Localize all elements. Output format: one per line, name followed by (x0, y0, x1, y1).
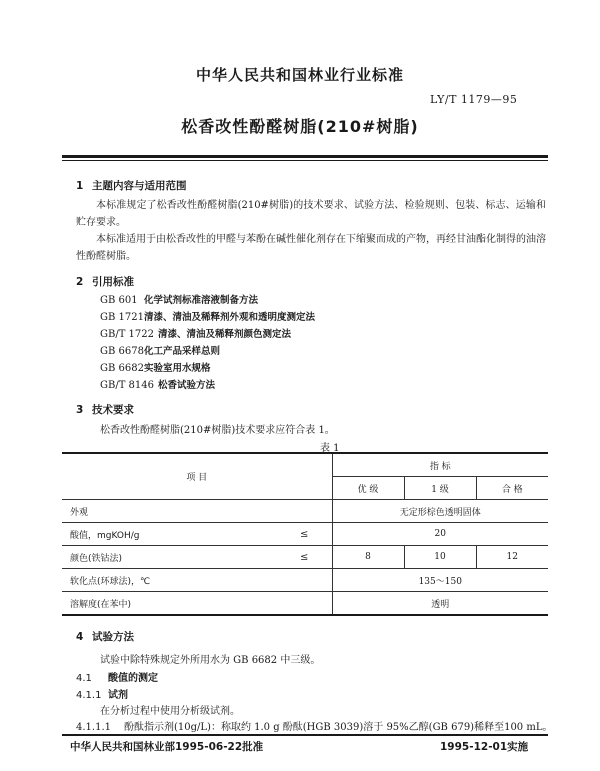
standard-code: LY/T 1179—95 (430, 93, 518, 106)
section-4-1-heading (76, 669, 158, 684)
header-index-cell: 指 标 (332, 453, 548, 477)
header-item-cell: 项 目 (62, 453, 332, 500)
section-4-1-number: 4.1 (76, 673, 92, 684)
section-4-number: 4 (76, 631, 84, 643)
footer-approval: 中华人民共和国林业部1995-06-22批准 (70, 741, 264, 753)
section-4-1-1-1-number: 4.1.1.1 (76, 722, 111, 733)
section-1-heading (76, 178, 187, 193)
row-value: 20 (332, 523, 548, 546)
row-value-first: 10 (404, 546, 476, 569)
reference-item: GB 6682实验室用水规格 (100, 363, 211, 374)
section-3-number: 3 (76, 404, 84, 416)
section-4-1-title: 酸值的测定 (108, 673, 158, 684)
table-row (62, 500, 548, 523)
section-4-1-1-1 (76, 718, 552, 733)
spec-table (62, 452, 548, 616)
row-value: 无定形棕色透明固体 (332, 500, 548, 523)
section-3-heading (76, 402, 134, 417)
le-sign: ≤ (277, 546, 332, 569)
row-value: 透明 (332, 592, 548, 616)
section-2-heading (76, 274, 134, 289)
section-1-paragraph-2: 本标准适用于由松香改性的甲醛与苯酚在碱性催化剂存在下缩聚而成的产物，再经甘油酯化制得的油溶性酚醛树脂。 (76, 234, 546, 262)
section-3-title: 技术要求 (92, 404, 134, 416)
document-title: 松香改性酚醛树脂(210#树脂) (181, 117, 419, 136)
row-item-softening-point: 软化点(环球法)，℃ (62, 569, 277, 592)
grade-first: 1 级 (404, 477, 476, 500)
section-1-number: 1 (76, 180, 84, 192)
header-rule-thick (62, 155, 548, 158)
reference-item: GB/T 8146 松香试验方法 (100, 380, 216, 391)
section-4-intro: 试验中除特殊规定外所用水为 GB 6682 中三级。 (100, 655, 321, 666)
reference-item: GB 601 化学试剂标准溶液制备方法 (100, 295, 259, 306)
table-caption: 表 1 (320, 443, 340, 454)
table-row (62, 546, 548, 569)
section-4-1-1-heading (76, 686, 128, 701)
section-1-body (76, 197, 546, 265)
section-2-title: 引用标准 (92, 276, 134, 288)
row-value: 135～150 (332, 569, 548, 592)
section-4-1-1-1-text: 酚酞指示剂(10g/L)：称取约 1.0 g 酚酞(HGB 3039)溶于 95%乙醇(GB 679)稀释至100 mL。 (124, 722, 553, 733)
section-1-title: 主题内容与适用范围 (92, 180, 187, 192)
table-row (62, 592, 548, 616)
section-4-title: 试验方法 (92, 631, 134, 643)
section-2-number: 2 (76, 276, 84, 288)
reference-item: GB/T 1722 清漆、清油及稀释剂颜色测定法 (100, 329, 292, 340)
row-item-solubility: 溶解度(在苯中) (62, 592, 277, 616)
grade-qualified: 合 格 (476, 477, 548, 500)
section-4-1-1-text: 在分析过程中使用分析级试剂。 (100, 706, 240, 717)
le-sign: ≤ (277, 523, 332, 546)
row-value-premium: 8 (332, 546, 404, 569)
row-item-color: 颜色(铁钴法) (62, 546, 277, 569)
grade-premium: 优 级 (332, 477, 404, 500)
row-item-acid-value: 酸值，mgKOH/g (62, 523, 277, 546)
reference-list (100, 292, 315, 394)
table-header-row (62, 453, 548, 477)
section-3-intro: 松香改性酚醛树脂(210#树脂)技术要求应符合表 1。 (100, 425, 335, 436)
section-4-heading (76, 629, 134, 644)
footer-implementation: 1995-12-01实施 (440, 741, 529, 753)
section-1-paragraph-1: 本标准规定了松香改性酚醛树脂(210#树脂)的技术要求、试验方法、检验规则、包装、标志、运输和贮存要求。 (76, 200, 546, 228)
header-rule-thin (62, 160, 548, 161)
reference-item: GB 1721清漆、清油及稀释剂外观和透明度测定法 (100, 312, 316, 323)
row-value-qualified: 12 (476, 546, 548, 569)
section-4-1-1-number: 4.1.1 (76, 690, 102, 701)
reference-item: GB 6678化工产品采样总则 (100, 346, 221, 357)
table-row (62, 569, 548, 592)
row-item-appearance: 外观 (62, 500, 277, 523)
table-row (62, 523, 548, 546)
footer-rule (62, 734, 548, 736)
standard-title: 中华人民共和国林业行业标准 (195, 66, 404, 84)
section-4-1-1-title: 试剂 (108, 690, 128, 701)
